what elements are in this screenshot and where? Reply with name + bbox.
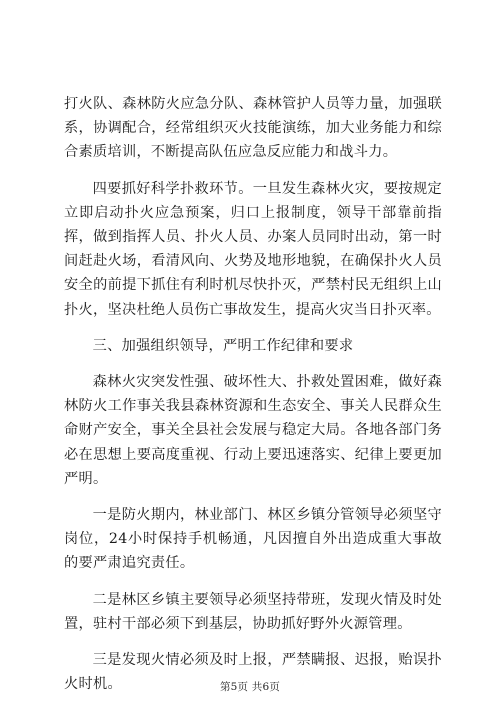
page-number-footer: 第5页 共6页 [219, 681, 281, 693]
paragraph-continuation: 打火队、森林防火应急分队、森林管护人员等力量，加强联系，协调配合，经常组织灭火技能演练，加大业务能力和综合素质培训，不断提高队伍应急反应能力和战斗力。 [64, 96, 442, 161]
document-body [64, 92, 442, 696]
paragraph-importance: 森林火灾突发性强、破坏性大、扑救处置困难，做好森林防火工作事关我县森林资源和生态安全、事关人民群众生命财产安全，事关全县社会发展与稳定大局。各地各部门务必在思想上要高度重视、行动上要迅速落实、纪律上要更加严明。 [64, 374, 442, 487]
paragraph-rule-one: 一是防火期内，林业部门、林区乡镇分管领导必须坚守岗位，24小时保持手机畅通，凡因擅自外出造成重大事故的要严肃追究责任。 [64, 507, 442, 572]
paragraph-rule-three: 三是发现火情必须及时上报，严禁瞒报、迟报，贻误扑火时机。 [64, 652, 442, 693]
paragraph-firefighting-step: 四要抓好科学扑救环节。一旦发生森林火灾，要按规定立即启动扑火应急预案，归口上报制度，领导干部靠前指挥，做到指挥人员、扑火人员、办案人员同时出动，第一时间赶赴火场，看清风向、火势及地形地貌，在确保扑火人员安全的前提下抓住有利时机尽快扑灭，严禁村民无组织上山扑火，坚决杜绝人员伤亡事故发生，提高火灾当日扑灭率。 [64, 180, 442, 318]
paragraph-rule-two: 二是林区乡镇主要领导必须坚持带班，发现火情及时处置，驻村干部必须下到基层，协助抓好野外火源管理。 [64, 591, 442, 632]
section-heading: 三、加强组织领导，严明工作纪律和要求 [92, 337, 354, 354]
